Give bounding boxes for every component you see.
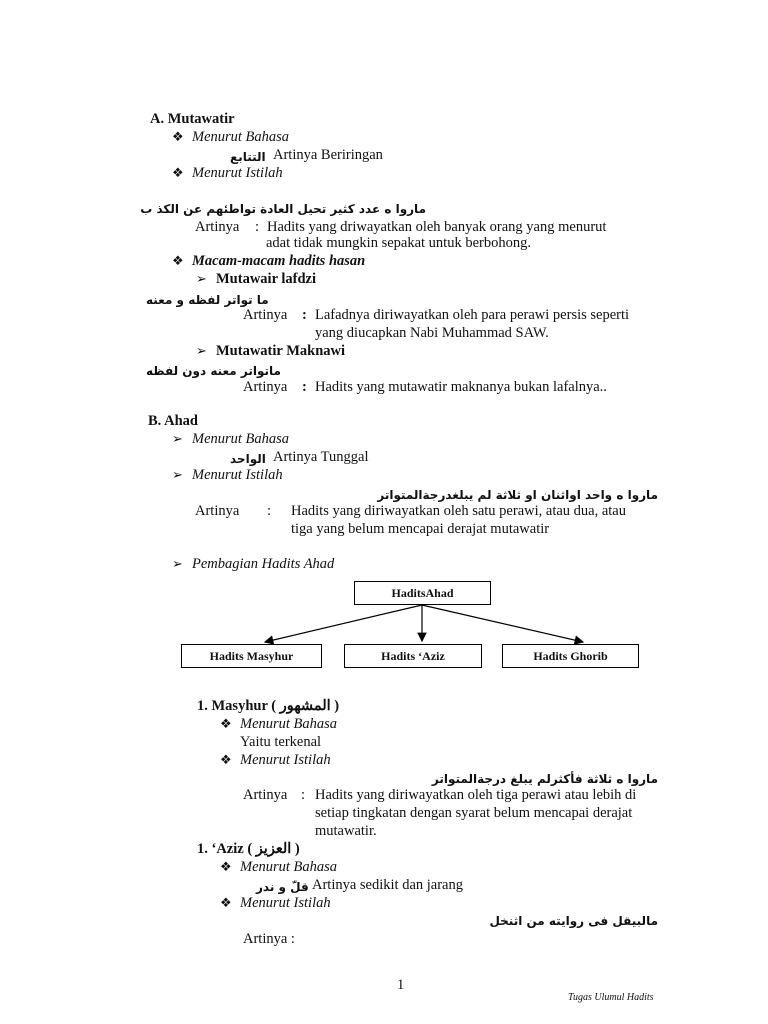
bahasa-item: ❖ Menurut Bahasa (220, 859, 338, 875)
arrow-bullet-icon: ➢ (172, 557, 183, 572)
artinya-text: Hadits yang diriwayatkan oleh tiga perawi atau lebih di (315, 787, 637, 803)
istilah-item: ➢ Menurut Istilah (172, 467, 283, 483)
artinya-text: Hadits yang driwayatkan oleh banyak orang yang menurut (267, 219, 607, 235)
diagram-root-node: HaditsAhad (354, 581, 491, 605)
artinya-text: tiga yang belum mencapai derajat mutawatir (291, 521, 550, 537)
diamond-bullet-icon: ❖ (220, 896, 232, 911)
section-a-heading: A. Mutawatir (150, 111, 235, 127)
artinya-colon: : (267, 503, 272, 519)
bahasa-item: ❖ Menurut Bahasa (220, 716, 338, 732)
artinya-text: Lafadnya diriwayatkan oleh para perawi persis seperti (315, 307, 630, 323)
artinya-text: Hadits yang mutawatir maknanya bukan lafalnya.. (315, 379, 607, 395)
artinya-label: Artinya : (243, 931, 295, 947)
bahasa-item: ➢ Menurut Bahasa (172, 431, 290, 447)
section-b-heading: B. Ahad (148, 413, 198, 429)
artinya-label: Artinya (243, 307, 288, 323)
arrow-bullet-icon: ➢ (172, 468, 183, 483)
meaning-text: Artinya Beriringan (273, 147, 383, 163)
page-number: 1 (397, 977, 405, 993)
footer-note: Tugas Ulumul Hadits (568, 992, 654, 1003)
lafdzi-item: ➢ Mutawair lafdzi (196, 271, 317, 287)
arrow-bullet-icon: ➢ (196, 344, 207, 359)
artinya-text: Hadits yang diriwayatkan oleh satu perawi, atau dua, atau (291, 503, 626, 519)
artinya-label: Artinya (243, 787, 288, 803)
diamond-bullet-icon: ❖ (172, 130, 184, 145)
diagram-node-aziz: Hadits ‘Aziz (344, 644, 482, 668)
connector-masyhur (265, 605, 422, 642)
diamond-bullet-icon: ❖ (172, 254, 184, 269)
aziz-heading: 1. ‘Aziz ( العزيز ) (197, 841, 300, 857)
arabic-text: مالبيقل فى روايته من اثنخل (489, 914, 658, 928)
meaning-text: Artinya Tunggal (273, 449, 369, 465)
arabic-text: قلّ و ندر (256, 880, 309, 894)
meaning-text: Artinya sedikit dan jarang (312, 877, 463, 893)
maknawi-item: ➢ Mutawatir Maknawi (196, 343, 346, 359)
artinya-text: setiap tingkatan dengan syarat belum mencapai derajat (315, 805, 633, 821)
artinya-label: Artinya (243, 379, 288, 395)
artinya-colon: : (255, 219, 260, 235)
arabic-text: ماروا ه عدد كثير تحيل العادة تواطئهم عن الكذ ب (140, 202, 426, 216)
diamond-bullet-icon: ❖ (172, 166, 184, 181)
arabic-text: ما تواتر لفظه و معنه (146, 293, 269, 307)
artinya-text: mutawatir. (315, 823, 377, 839)
pembagian-item: ➢ Pembagian Hadits Ahad (172, 556, 335, 572)
arabic-text: ماروا ه واحد اواثنان او ثلاثة لم يبلغدرجةالمتواتر (377, 488, 658, 502)
arabic-text: الواحد (230, 452, 266, 466)
arrow-bullet-icon: ➢ (172, 432, 183, 447)
arrow-bullet-icon: ➢ (196, 272, 207, 287)
artinya-colon: : (302, 379, 307, 395)
arabic-text: ماروا ه ثلاثة فأكثرلم يبلغ درجةالمتواتر (431, 772, 658, 786)
diamond-bullet-icon: ❖ (220, 860, 232, 875)
diamond-bullet-icon: ❖ (220, 717, 232, 732)
istilah-item: ❖ Menurut Istilah (220, 895, 331, 911)
artinya-label: Artinya (195, 219, 240, 235)
bahasa-item: ❖ Menurut Bahasa (172, 129, 290, 145)
istilah-item: ❖ Menurut Istilah (220, 752, 331, 768)
masyhur-heading: 1. Masyhur ( المشهور ) (197, 698, 340, 714)
macam-item: ❖ Macam-macam hadits hasan (172, 253, 366, 269)
artinya-text: yang diucapkan Nabi Muhammad SAW. (315, 325, 549, 341)
diagram-node-masyhur: Hadits Masyhur (181, 644, 322, 668)
bahasa-text: Yaitu terkenal (240, 734, 322, 750)
istilah-item: ❖ Menurut Istilah (172, 165, 283, 181)
connector-ghorib (422, 605, 583, 642)
artinya-text: adat tidak mungkin sepakat untuk berbohong. (266, 235, 531, 251)
artinya-label: Artinya (195, 503, 240, 519)
diagram-node-ghorib: Hadits Ghorib (502, 644, 639, 668)
diamond-bullet-icon: ❖ (220, 753, 232, 768)
artinya-colon: : (301, 787, 306, 803)
artinya-colon: : (302, 307, 307, 323)
arabic-text: التتابع (230, 150, 266, 164)
arabic-text: ماتواتر معنه دون لفظه (146, 364, 281, 378)
